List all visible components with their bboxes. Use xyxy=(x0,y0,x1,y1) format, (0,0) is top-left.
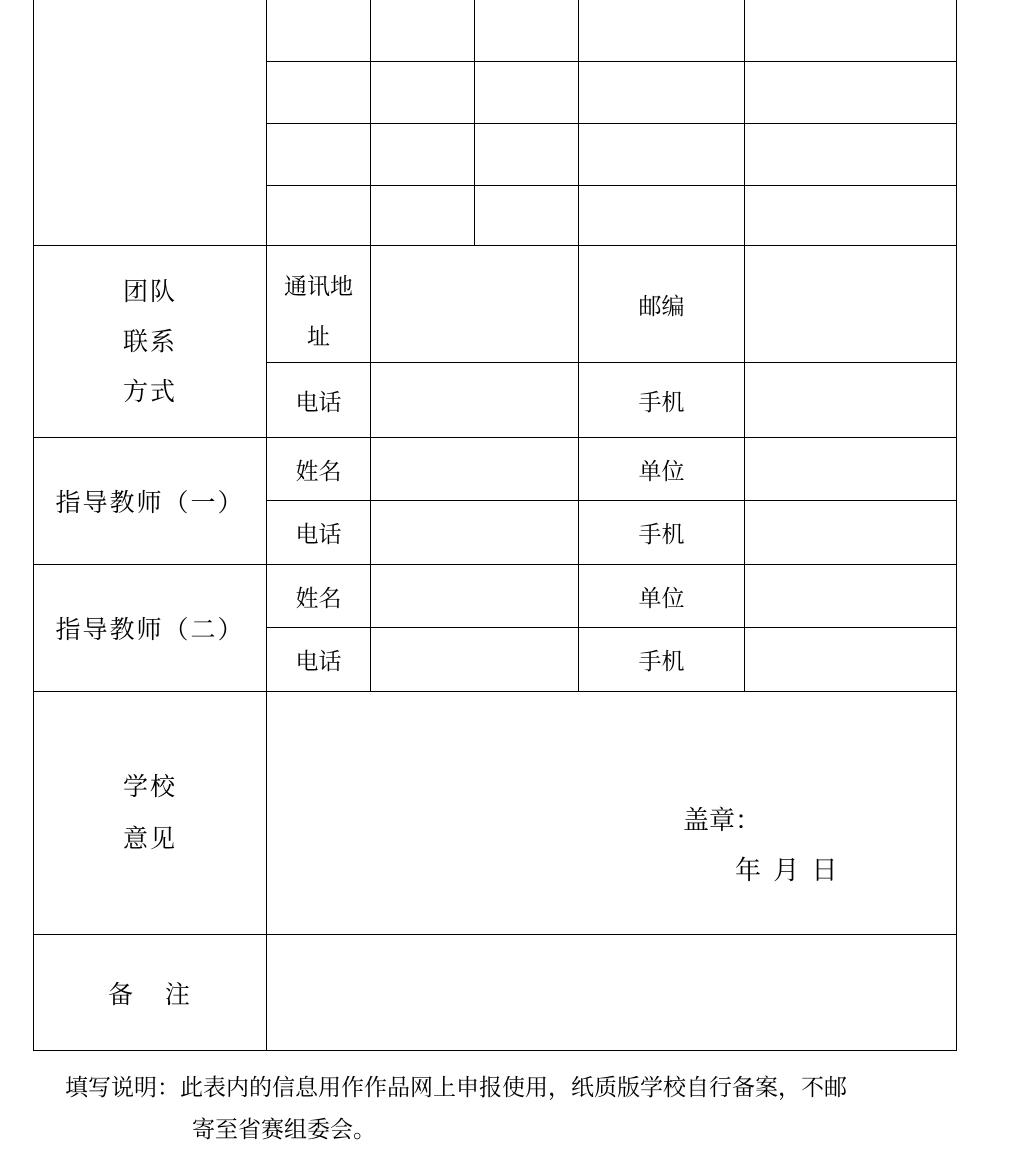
remarks-label: 备 注 xyxy=(34,935,267,1051)
school-opinion-label-line: 学校 xyxy=(122,772,177,801)
advisor-2-phone-label: 电话 xyxy=(267,628,371,692)
remarks-row xyxy=(34,935,957,1051)
member-cell[interactable] xyxy=(371,0,475,62)
member-cell[interactable] xyxy=(475,62,579,124)
postcode-field[interactable] xyxy=(745,246,957,363)
school-opinion-label-line: 意见 xyxy=(122,824,177,853)
team-mobile-label: 手机 xyxy=(579,363,745,438)
instructions-line-1: 填写说明：此表内的信息用作作品网上申报使用，纸质版学校自行备案，不邮 xyxy=(65,1075,847,1101)
member-cell[interactable] xyxy=(267,186,371,246)
advisor-2-label: 指导教师（二） xyxy=(34,565,267,692)
member-cell[interactable] xyxy=(267,124,371,186)
advisor-2-mobile-label: 手机 xyxy=(579,628,745,692)
instructions-line-2: 寄至省赛组委会。 xyxy=(192,1117,376,1143)
member-cell[interactable] xyxy=(475,0,579,62)
school-opinion-row xyxy=(34,692,957,935)
member-cell[interactable] xyxy=(475,124,579,186)
advisor-1-phone-label: 电话 xyxy=(267,501,371,565)
advisor-1-unit-label: 单位 xyxy=(579,438,745,501)
remarks-field[interactable] xyxy=(267,935,957,1051)
member-cell[interactable] xyxy=(579,62,745,124)
team-contact-label xyxy=(34,246,267,438)
member-cell[interactable] xyxy=(745,0,957,62)
advisor-1-mobile-label: 手机 xyxy=(579,501,745,565)
advisor-1-phone-field[interactable] xyxy=(371,501,579,565)
advisor-1-unit-field[interactable] xyxy=(745,438,957,501)
member-cell[interactable] xyxy=(475,186,579,246)
team-phone-field[interactable] xyxy=(371,363,579,438)
address-label: 通讯地址 xyxy=(284,274,353,350)
member-cell[interactable] xyxy=(579,124,745,186)
school-opinion-field[interactable] xyxy=(267,692,957,935)
team-mobile-field[interactable] xyxy=(745,363,957,438)
member-cell[interactable] xyxy=(745,124,957,186)
member-label-cell xyxy=(34,0,267,246)
member-cell[interactable] xyxy=(371,62,475,124)
member-cell[interactable] xyxy=(371,186,475,246)
team-contact-row-address xyxy=(34,246,957,363)
advisor-2-row-name xyxy=(34,565,957,628)
team-phone-label: 电话 xyxy=(267,363,371,438)
registration-form-table xyxy=(33,0,957,1051)
address-field[interactable] xyxy=(371,246,579,363)
member-cell[interactable] xyxy=(579,186,745,246)
advisor-2-name-label: 姓名 xyxy=(267,565,371,628)
seal-label: 盖章： xyxy=(683,806,762,836)
team-contact-label-line: 团队 xyxy=(122,276,177,306)
member-cell[interactable] xyxy=(371,124,475,186)
advisor-2-name-field[interactable] xyxy=(371,565,579,628)
advisor-1-name-field[interactable] xyxy=(371,438,579,501)
advisor-1-mobile-field[interactable] xyxy=(745,501,957,565)
member-cell[interactable] xyxy=(579,0,745,62)
advisor-1-name-label: 姓名 xyxy=(267,438,371,501)
member-cell[interactable] xyxy=(745,186,957,246)
school-opinion-label xyxy=(34,692,267,935)
advisor-2-unit-field[interactable] xyxy=(745,565,957,628)
advisor-2-unit-label: 单位 xyxy=(579,565,745,628)
team-contact-label-line: 联系 xyxy=(122,326,177,356)
member-row-1 xyxy=(34,0,957,62)
postcode-label: 邮编 xyxy=(579,246,745,363)
advisor-1-row-name xyxy=(34,438,957,501)
date-label: 年 月 日 xyxy=(735,856,838,886)
advisor-2-phone-field[interactable] xyxy=(371,628,579,692)
address-label-cell xyxy=(267,246,371,363)
advisor-1-label: 指导教师（一） xyxy=(34,438,267,565)
member-cell[interactable] xyxy=(267,62,371,124)
member-cell[interactable] xyxy=(745,62,957,124)
member-cell[interactable] xyxy=(267,0,371,62)
advisor-2-mobile-field[interactable] xyxy=(745,628,957,692)
team-contact-label-line: 方式 xyxy=(122,376,177,406)
